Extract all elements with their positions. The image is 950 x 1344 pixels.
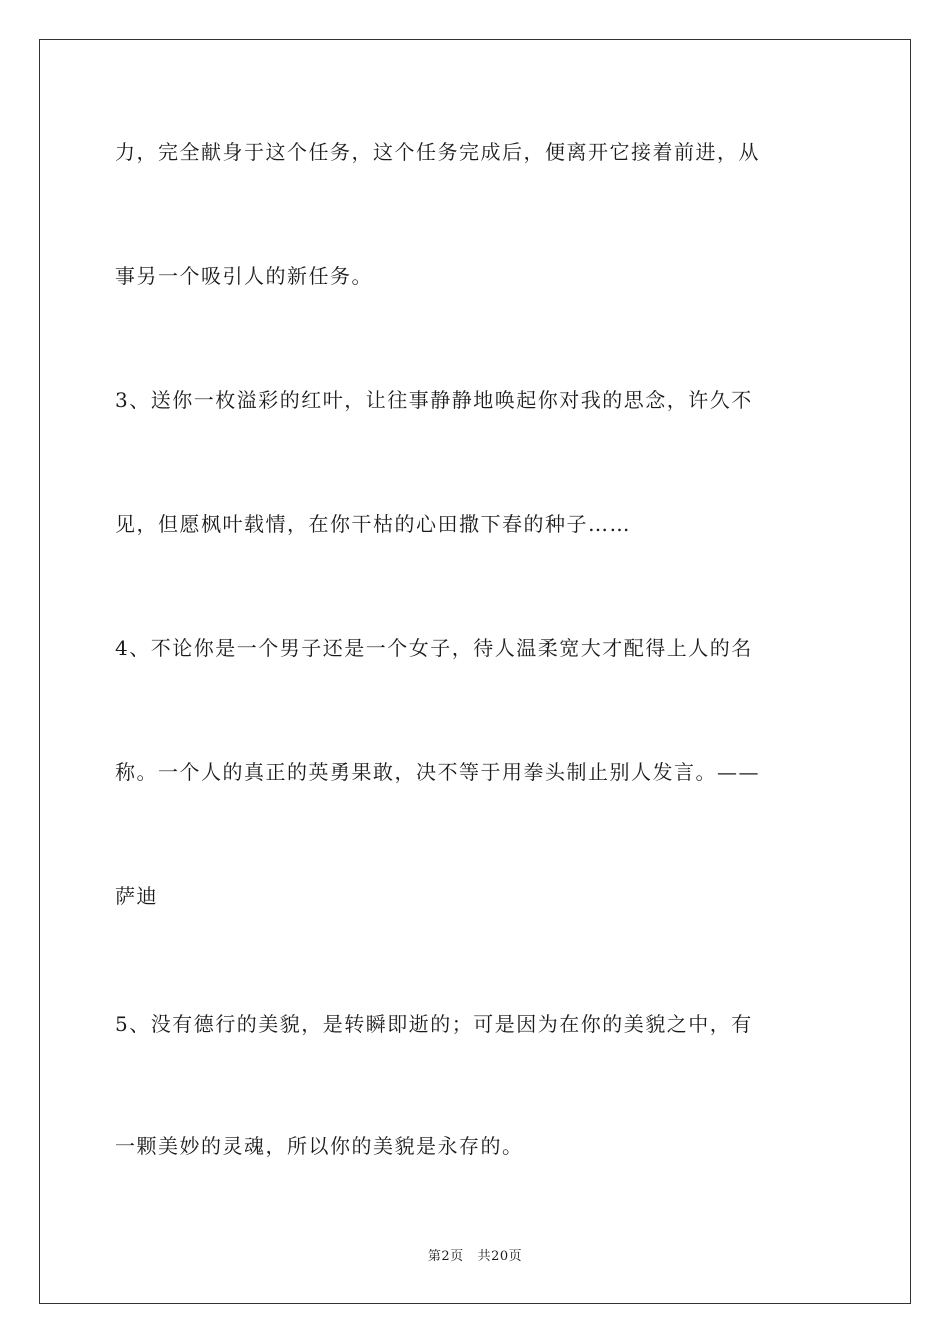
total-page-count: 共20页 bbox=[477, 1249, 523, 1264]
page-border bbox=[39, 39, 911, 1304]
text-line-4: 见，但愿枫叶载情，在你干枯的心田撒下春的种子…… bbox=[115, 512, 631, 536]
text-line-2: 事另一个吸引人的新任务。 bbox=[115, 264, 373, 288]
text-line-3: 3、送你一枚溢彩的红叶，让往事静静地唤起你对我的思念，许久不 bbox=[115, 388, 753, 412]
page-footer bbox=[0, 1248, 950, 1266]
current-page-number: 第2页 bbox=[427, 1249, 464, 1264]
text-line-6: 称。一个人的真正的英勇果敢，决不等于用拳头制止别人发言。—— bbox=[115, 760, 760, 784]
text-line-9: 一颗美妙的灵魂，所以你的美貌是永存的。 bbox=[115, 1134, 524, 1158]
text-line-5: 4、不论你是一个男子还是一个女子，待人温柔宽大才配得上人的名 bbox=[115, 636, 753, 660]
text-line-8: 5、没有德行的美貌，是转瞬即逝的；可是因为在你的美貌之中，有 bbox=[115, 1012, 753, 1036]
text-line-7: 萨迪 bbox=[115, 884, 158, 908]
text-line-1: 力，完全献身于这个任务，这个任务完成后，便离开它接着前进，从 bbox=[115, 140, 760, 164]
